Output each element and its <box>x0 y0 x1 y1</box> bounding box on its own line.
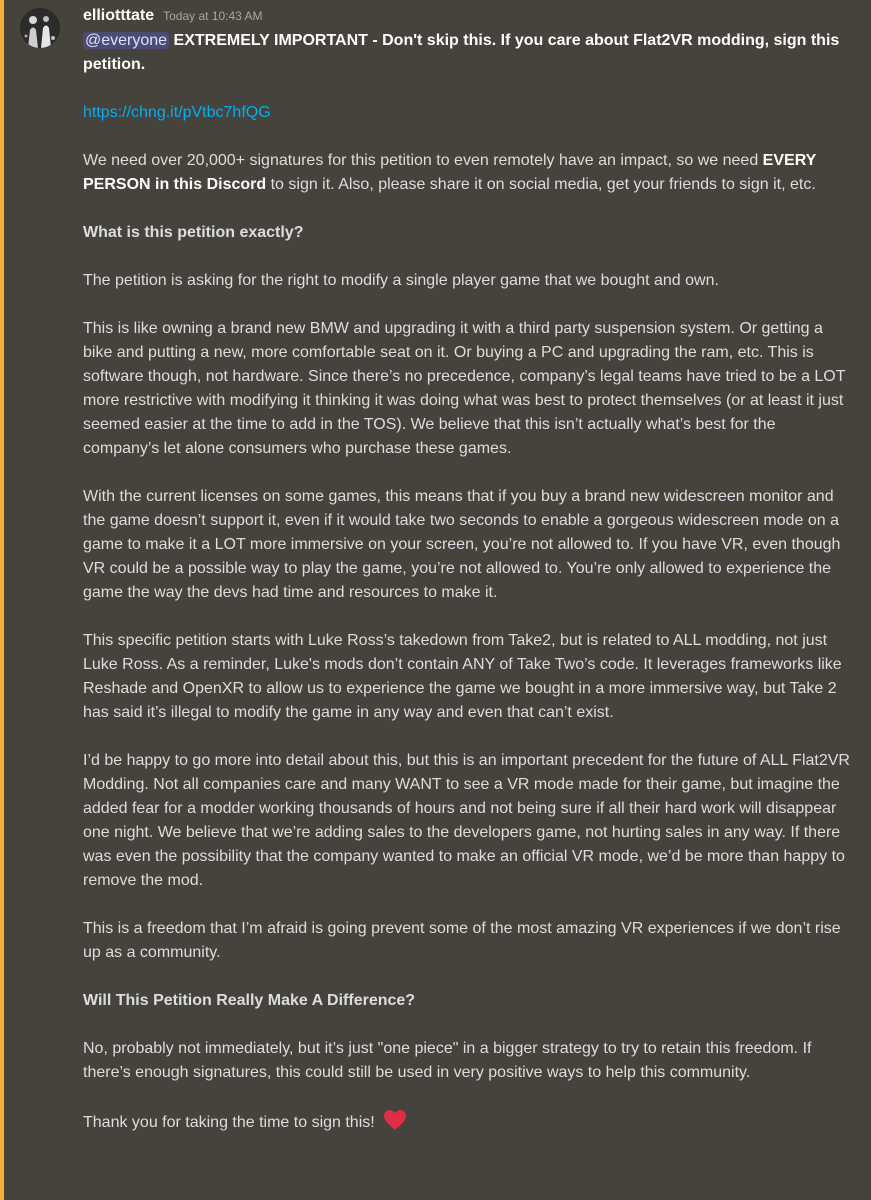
heading-difference: Will This Petition Really Make A Difference? <box>83 992 416 1009</box>
paragraph-freedom: This is a freedom that I’m afraid is going prevent some of the most amazing VR experiences if we don’t rise up as a community. <box>83 920 841 961</box>
paragraph-signatures <box>83 149 853 197</box>
message-content <box>83 7 853 1163</box>
p1-bold: EVERY PERSON in this Discord <box>83 152 817 193</box>
avatar-image <box>20 8 60 48</box>
paragraph-bmw-analogy: This is like owning a brand new BMW and upgrading it with a third party suspension system. Or getting a bike and putting a new, more comfortable seat on it. Or buying a PC and upgrading the ram, etc. This is software though, not hardware. Since there’s no precedence, company’s legal teams have tried to be a LOT more restrictive with modifying it thinking it was doing what was best to protect themselves (or at least it just seemed easier at the time to add in the TOS). We believe that this isn’t actually what’s best for the company’s let alone consumers who purchase these games. <box>83 320 846 457</box>
paragraph-one-piece: No, probably not immediately, but it’s just "one piece" in a bigger strategy to try to retain this freedom. If there’s enough signatures, this could still be used in very positive ways to help this community. <box>83 1040 812 1081</box>
petition-link[interactable]: https://chng.it/pVtbc7hfQG <box>83 104 271 121</box>
headline-text: EXTREMELY IMPORTANT - Don't skip this. If you care about Flat2VR modding, sign this petition. <box>83 32 840 73</box>
timestamp[interactable]: Today at 10:43 AM <box>163 9 263 23</box>
paragraph-right-to-modify: The petition is asking for the right to modify a single player game that we bought and own. <box>83 272 719 289</box>
everyone-mention[interactable]: @everyone <box>85 32 168 49</box>
user-avatar[interactable] <box>20 8 60 48</box>
p1-before: We need over 20,000+ signatures for this petition to even remotely have an impact, so we need <box>83 152 759 169</box>
headline-paragraph <box>83 29 853 77</box>
paragraph-licenses: With the current licenses on some games, this means that if you buy a brand new widescreen monitor and the game doesn’t support it, even if it would take two seconds to enable a gorgeous widescreen mode on a game to make it a LOT more immersive on your screen, you’re not allowed to. If you have VR, even though VR could be a possible way to play the game, you’re not allowed to. You’re only allowed to experience the game the way the devs had time and resources to make it. <box>83 488 841 601</box>
message-body <box>83 29 853 1139</box>
heart-icon <box>383 1109 407 1139</box>
paragraph-thanks <box>83 1109 853 1139</box>
mention-highlight-bar <box>0 0 4 1200</box>
message-header <box>83 7 853 29</box>
link-paragraph <box>83 101 853 125</box>
paragraph-precedent: I’d be happy to go more into detail about this, but this is an important precedent for the future of ALL Flat2VR Modding. Not all companies care and many WANT to see a VR mode made for their game, but imagine the added fear for a modder working thousands of hours and not being sure if all their hard work will disappear one night. We believe that we’re adding sales to the developers game, not hurting sales in any way. If there was even the possibility that the company wanted to make an official VR mode, we’d be more than happy to remove the mod. <box>83 752 850 889</box>
thanks-text: Thank you for taking the time to sign this! <box>83 1114 375 1131</box>
paragraph-luke-ross: This specific petition starts with Luke Ross’s takedown from Take2, but is related to ALL modding, not just Luke Ross. As a reminder, Luke's mods don’t contain ANY of Take Two’s code. It leverages frameworks like Reshade and OpenXR to allow us to experience the game we bought in a more immersive way, but Take 2 has said it’s illegal to modify the game in any way and even that can’t exist. <box>83 632 842 721</box>
username[interactable]: elliotttate <box>83 7 155 24</box>
heading-what-is-petition: What is this petition exactly? <box>83 224 304 241</box>
p1-after: to sign it. Also, please share it on social media, get your friends to sign it, etc. <box>270 176 816 193</box>
